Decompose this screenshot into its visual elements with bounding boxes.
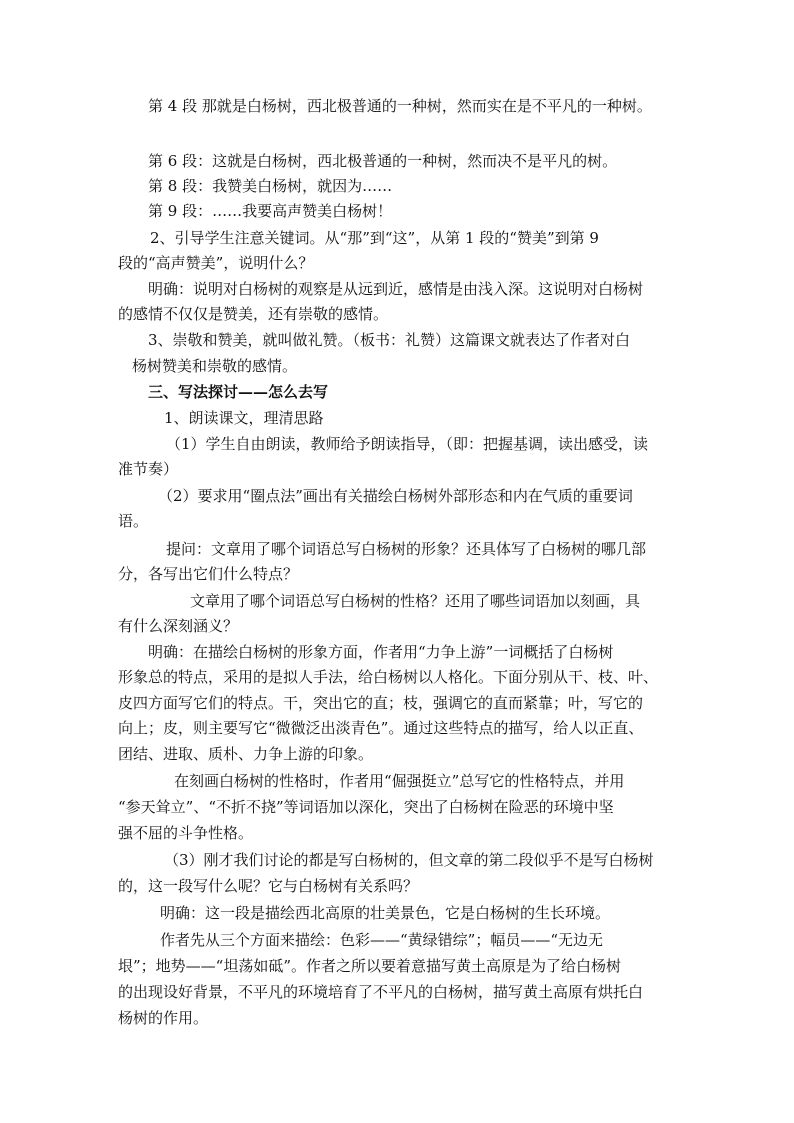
- section-heading: 三、写法探讨——怎么去写: [148, 383, 329, 401]
- paragraph-line: 3、崇敬和赞美，就叫做礼赞。（板书：礼赞）这篇课文就表达了作者对白: [148, 331, 631, 349]
- paragraph-line: 段的“高声赞美”，说明什么？: [118, 254, 314, 272]
- paragraph-line: 作者先从三个方面来描绘：色彩——“黄绿错综”；幅员——“无边无: [160, 931, 604, 949]
- paragraph-line: 垠”；地势——“坦荡如砥”。作者之所以要着意描写黄土高原是为了给白杨树: [118, 957, 622, 975]
- paragraph-line: “参天耸立”、“不折不挠”等词语加以深化，突出了白杨树在险恶的环境中坚: [118, 798, 614, 816]
- paragraph-line: 杨树的作用。: [118, 1009, 209, 1027]
- paragraph-line: 明确：说明对白杨树的观察是从远到近，感情是由浅入深。这说明对白杨树: [148, 280, 644, 298]
- paragraph-line: 向上；皮，则主要写它“微微泛出淡青色”。通过这些特点的描写，给人以正直、: [118, 719, 644, 737]
- paragraph-line: 明确：在描绘白杨树的形象方面，作者用“力争上游”一词概括了白杨树: [148, 643, 614, 661]
- paragraph-line: 第 9 段：……我要高声赞美白杨树！: [148, 202, 393, 220]
- paragraph-line: 第 8 段：我赞美白杨树，就因为……: [148, 177, 393, 195]
- paragraph-line: （1）学生自由朗读，教师给予朗读指导，（即：把握基调，读出感受，读: [166, 435, 649, 453]
- paragraph-line: 有什么深刻涵义？: [118, 617, 239, 635]
- paragraph-line: 的，这一段写什么呢？它与白杨树有关系吗？: [118, 877, 419, 895]
- paragraph-line: 提问：文章用了哪个词语总写白杨树的形象？还具体写了白杨树的哪几部: [166, 540, 647, 558]
- paragraph-line: （3）刚才我们讨论的都是写白杨树的，但文章的第二段似乎不是写白杨树: [164, 851, 654, 869]
- paragraph-line: 团结、进取、质朴、力争上游的印象。: [118, 745, 374, 763]
- paragraph-line: 第 6 段：这就是白杨树，西北极普通的一种树，然而决不是平凡的树。: [148, 152, 618, 170]
- paragraph-line: 的感情不仅仅是赞美，还有崇敬的感情。: [118, 305, 389, 323]
- paragraph-line: （2）要求用“圈点法”画出有关描绘白杨树外部形态和内在气质的重要词: [158, 487, 633, 505]
- paragraph-line: 杨树赞美和崇敬的感情。: [132, 357, 298, 375]
- paragraph-line: 1、朗读课文，理清思路: [164, 409, 324, 427]
- paragraph-line: 形象总的特点，采用的是拟人手法，给白杨树以人格化。下面分别从干、枝、叶、: [118, 668, 659, 686]
- paragraph-line: 的出现设好背景，不平凡的环境培育了不平凡的白杨树，描写黄土高原有烘托白: [118, 983, 644, 1001]
- paragraph-line: 文章用了哪个词语总写白杨树的性格？还用了哪些词语加以刻画，具: [190, 592, 641, 610]
- paragraph-line: 强不屈的斗争性格。: [118, 824, 254, 842]
- paragraph-line: 分，各写出它们什么特点？: [118, 565, 299, 583]
- paragraph-line: 2、引导学生注意关键词。从“那”到“这”，从第 1 段的“赞美”到第 9: [150, 229, 599, 247]
- paragraph-line: 语。: [118, 512, 149, 530]
- paragraph-line: 皮四方面写它们的特点。干，突出它的直；枝，强调它的直而紧靠；叶，写它的: [118, 694, 644, 712]
- paragraph-line: 第 4 段 那就是白杨树，西北极普通的一种树，然而实在是不平凡的一种树。: [148, 97, 652, 115]
- paragraph-line: 明确：这一段是描绘西北高原的壮美景色，它是白杨树的生长环境。: [160, 904, 611, 922]
- paragraph-line: 准节奏）: [118, 460, 179, 478]
- paragraph-line: 在刻画白杨树的性格时，作者用“倔强挺立”总写它的性格特点，并用: [174, 772, 625, 790]
